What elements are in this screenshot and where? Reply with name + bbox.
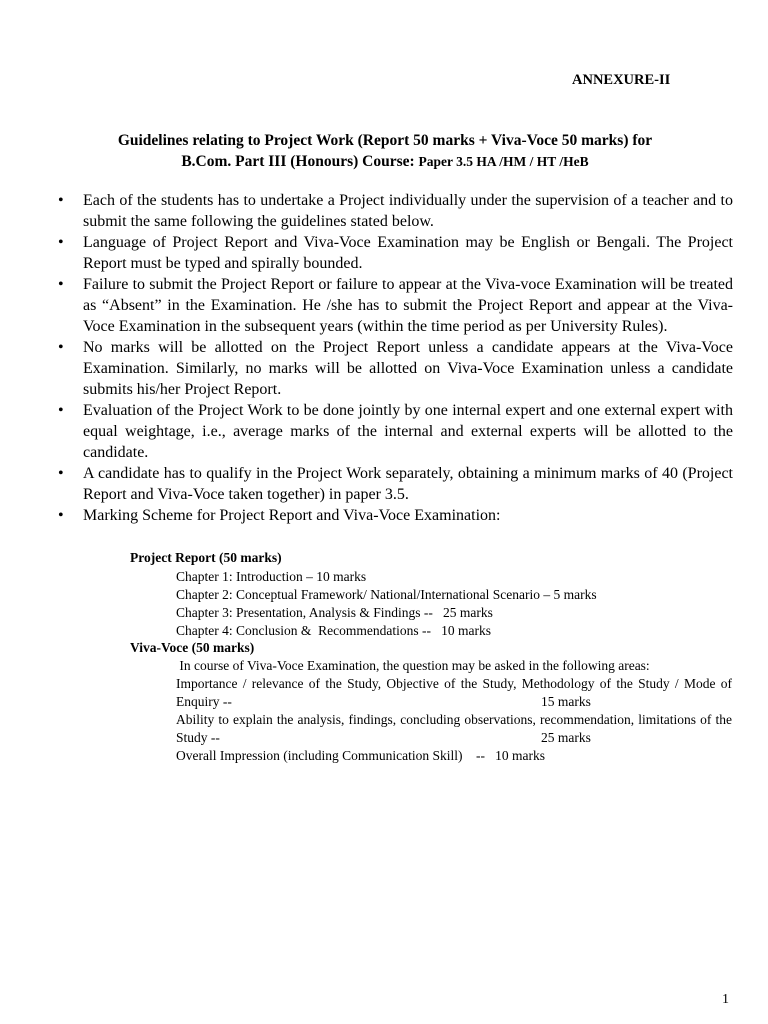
bullet-icon: •: [58, 507, 64, 524]
chapter-3: Chapter 3: Presentation, Analysis & Findings -- 25 marks: [176, 605, 493, 620]
list-item: • Each of the students has to undertake a Project individually under the supervision of a teacher and to submit the same following the guidelines stated below.: [58, 192, 733, 230]
viva-item-ability: Ability to explain the analysis, findings, concluding observations, recommendation, limitations of the Study --: [176, 712, 732, 745]
list-item: • Marking Scheme for Project Report and Viva-Voce Examination:: [58, 507, 501, 524]
list-item: • Language of Project Report and Viva-Voce Examination may be English or Bengali. The Project Report must be typed and spirally bounded.: [58, 234, 733, 272]
viva-intro: In course of Viva-Voce Examination, the question may be asked in the following areas:: [176, 658, 650, 673]
bullet-icon: •: [58, 339, 64, 356]
list-item: • A candidate has to qualify in the Project Work separately, obtaining a minimum marks of 40 (Project Report and Viva-Voce taken together) in paper 3.5.: [58, 465, 733, 503]
viva-item-importance: Importance / relevance of the Study, Objective of the Study, Methodology of the Study / Mode of Enquiry --: [176, 676, 732, 709]
list-item: • Evaluation of the Project Work to be done jointly by one internal expert and one external expert with equal weightage, i.e., average marks of the internal and external experts will be allotted to the candidate.: [58, 402, 733, 461]
page-number: 1: [722, 992, 729, 1007]
paper-codes: Paper 3.5 HA /HM / HT /HeB: [418, 154, 589, 169]
list-item: • No marks will be allotted on the Project Report unless a candidate appears at the Viva-Voce Examination. Similarly, no marks will be allotted on Viva-Voce Examination unless a candidate submits his/her Project Report.: [58, 339, 733, 398]
title-line-2: [40, 151, 730, 172]
viva-item-overall: Overall Impression (including Communication Skill) -- 10 marks: [176, 748, 545, 763]
bullet-icon: •: [58, 402, 64, 419]
bullet-icon: •: [58, 276, 64, 293]
bullet-icon: •: [58, 465, 64, 482]
bullet-icon: •: [58, 234, 64, 251]
viva-item-importance-marks: 15 marks: [541, 694, 591, 709]
viva-voce-heading: Viva-Voce (50 marks): [130, 640, 255, 655]
document-title: [40, 130, 730, 172]
annexure-label: ANNEXURE-II: [572, 72, 671, 88]
viva-item-ability-marks: 25 marks: [541, 730, 591, 745]
guidelines-list: [56, 190, 733, 526]
project-report-heading: Project Report (50 marks): [130, 550, 282, 565]
bullet-icon: •: [58, 192, 64, 209]
chapter-4: Chapter 4: Conclusion & Recommendations -- 10 marks: [176, 623, 491, 638]
title-line-1: Guidelines relating to Project Work (Report 50 marks + Viva-Voce 50 marks) for: [117, 132, 653, 149]
chapter-2: Chapter 2: Conceptual Framework/ National/International Scenario – 5 marks: [176, 587, 597, 602]
course-name: B.Com. Part III (Honours) Course:: [181, 153, 415, 170]
list-item: • Failure to submit the Project Report or failure to appear at the Viva-voce Examination will be treated as “Absent” in the Examination. He /she has to submit the Project Report and appear at the Viva-Voce Examination in the subsequent years (within the time period as per University Rules).: [58, 276, 733, 335]
chapter-1: Chapter 1: Introduction – 10 marks: [176, 569, 367, 584]
